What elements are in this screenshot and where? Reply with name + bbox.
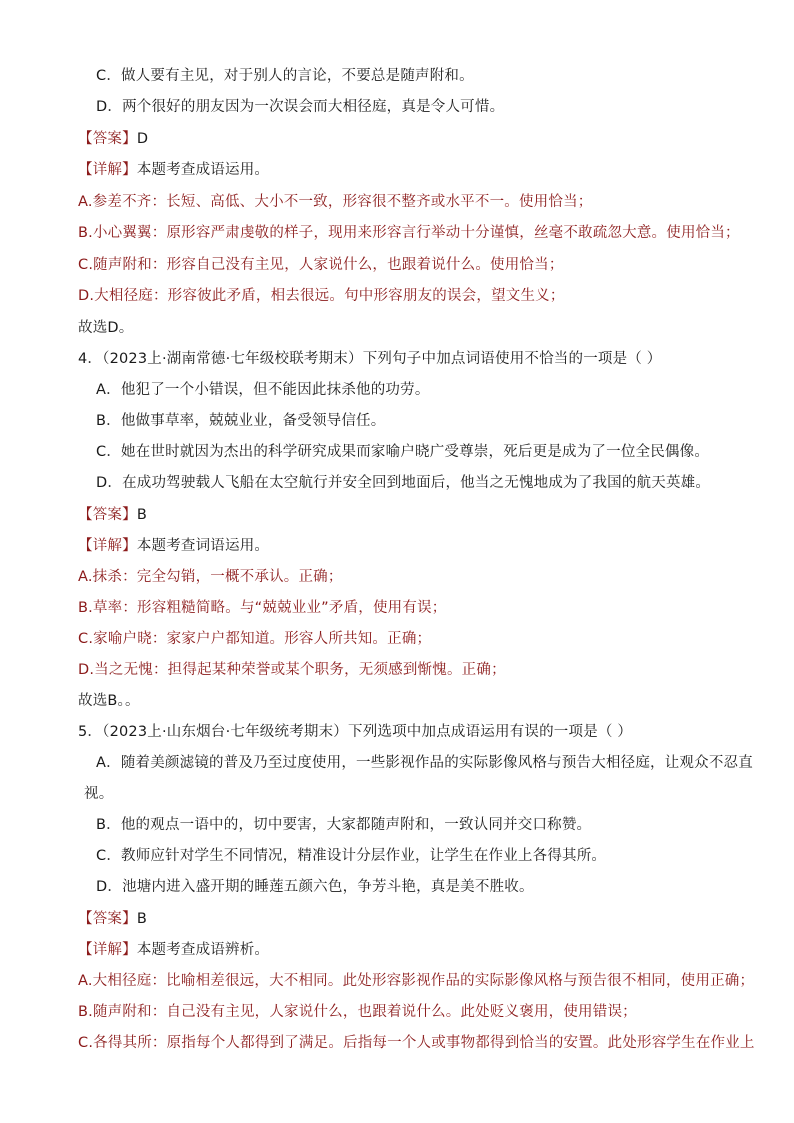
detail-tag: 【详解】	[78, 538, 137, 554]
q5-explanation-c: C.各得其所：原指每个人都得到了满足。后指每一个人或事物都得到恰当的安置。此处形容学生在作业上	[78, 1035, 755, 1051]
q4-explanation-b: B.草率：形容粗糙简略。与“兢兢业业”矛盾，使用有误；	[78, 600, 447, 616]
q3-option-d: D．两个很好的朋友因为一次误会而大相径庭，真是令人可惜。	[96, 99, 505, 115]
q5-stem: 5．（2023上·山东烟台·七年级统考期末）下列选项中加点成语运用有误的一项是（ ）	[78, 724, 633, 740]
q4-explanation-c: C.家喻户晓：家家户户都知道。形容人所共知。正确；	[78, 631, 432, 647]
answer-tag: 【答案】	[78, 911, 137, 927]
detail-text: 本题考查词语运用。	[136, 538, 270, 554]
q5-detail	[78, 940, 728, 960]
detail-tag: 【详解】	[78, 942, 137, 958]
answer-value: B	[136, 507, 147, 523]
q4-detail	[78, 536, 728, 556]
answer-tag: 【答案】	[78, 131, 137, 147]
q4-option-c: C．她在世时就因为杰出的科学研究成果而家喻户晓广受尊崇，死后更是成为了一位全民偶像。	[96, 444, 710, 460]
q5-option-c: C．教师应针对学生不同情况，精准设计分层作业，让学生在作业上各得其所。	[96, 848, 607, 864]
q4-explanation-a: A.抹杀：完全勾销，一概不承认。正确；	[78, 569, 343, 585]
q3-explanation-c: C.随声附和：形容自己没有主见，人家说什么，也跟着说什么。使用恰当；	[78, 257, 564, 273]
q3-option-c: C．做人要有主见，对于别人的言论，不要总是随声附和。	[96, 68, 474, 84]
q4-conclusion: 故选B。。	[78, 693, 140, 709]
q4-option-b: B．他做事草率，兢兢业业，备受领导信任。	[96, 413, 386, 429]
q5-explanation-b: B.随声附和：自己没有主见，人家说什么，也跟着说什么。此处贬义褒用，使用错误；	[78, 1004, 637, 1020]
q4-option-d: D．在成功驾驶载人飞船在太空航行并安全回到地面后，他当之无愧地成为了我国的航天英雄。	[96, 475, 711, 491]
detail-text: 本题考查成语运用。	[136, 162, 270, 178]
q5-option-b: B．他的观点一语中的，切中要害，大家都随声附和，一致认同并交口称赞。	[96, 817, 592, 833]
q4-option-a: A．他犯了一个小错误，但不能因此抹杀他的功劳。	[96, 382, 430, 398]
q3-explanation-d: D.大相径庭：形容彼此矛盾，相去很远。句中形容朋友的误会，望文生义；	[78, 288, 565, 304]
detail-tag: 【详解】	[78, 162, 137, 178]
q4-answer	[78, 505, 728, 525]
q5-option-d: D．池塘内进入盛开期的睡莲五颜六色，争芳斗艳，真是美不胜收。	[96, 879, 534, 895]
q4-stem: 4．（2023上·湖南常德·七年级校联考期末）下列句子中加点词语使用不恰当的一项是（ ）	[78, 351, 662, 367]
detail-text: 本题考查成语辨析。	[136, 942, 270, 958]
q5-answer	[78, 909, 728, 929]
q3-explanation-a: A.参差不齐：长短、高低、大小不一致，形容很不整齐或水平不一。使用恰当；	[78, 194, 593, 210]
q5-explanation-a: A.大相径庭：比喻相差很远，大不相同。此处形容影视作品的实际影像风格与预告很不相同，使用正确；	[78, 973, 755, 989]
answer-tag: 【答案】	[78, 507, 137, 523]
q3-answer	[78, 129, 728, 149]
q3-explanation-b: B.小心翼翼：原形容严肃虔敬的样子，现用来形容言行举动十分谨慎，丝毫不敢疏忽大意。使用恰当；	[78, 225, 740, 241]
answer-value: B	[136, 911, 147, 927]
q5-option-a-line1: A．随着美颜滤镜的普及乃至过度使用，一些影视作品的实际影像风格与预告大相径庭，让观众不忍直	[96, 755, 753, 771]
q5-option-a-line2: 视。	[84, 786, 114, 802]
q3-detail	[78, 160, 728, 180]
answer-value: D	[136, 131, 149, 147]
q4-explanation-d: D.当之无愧：担得起某种荣誉或某个职务，无须感到惭愧。正确；	[78, 662, 506, 678]
q3-conclusion: 故选D。	[78, 320, 134, 336]
